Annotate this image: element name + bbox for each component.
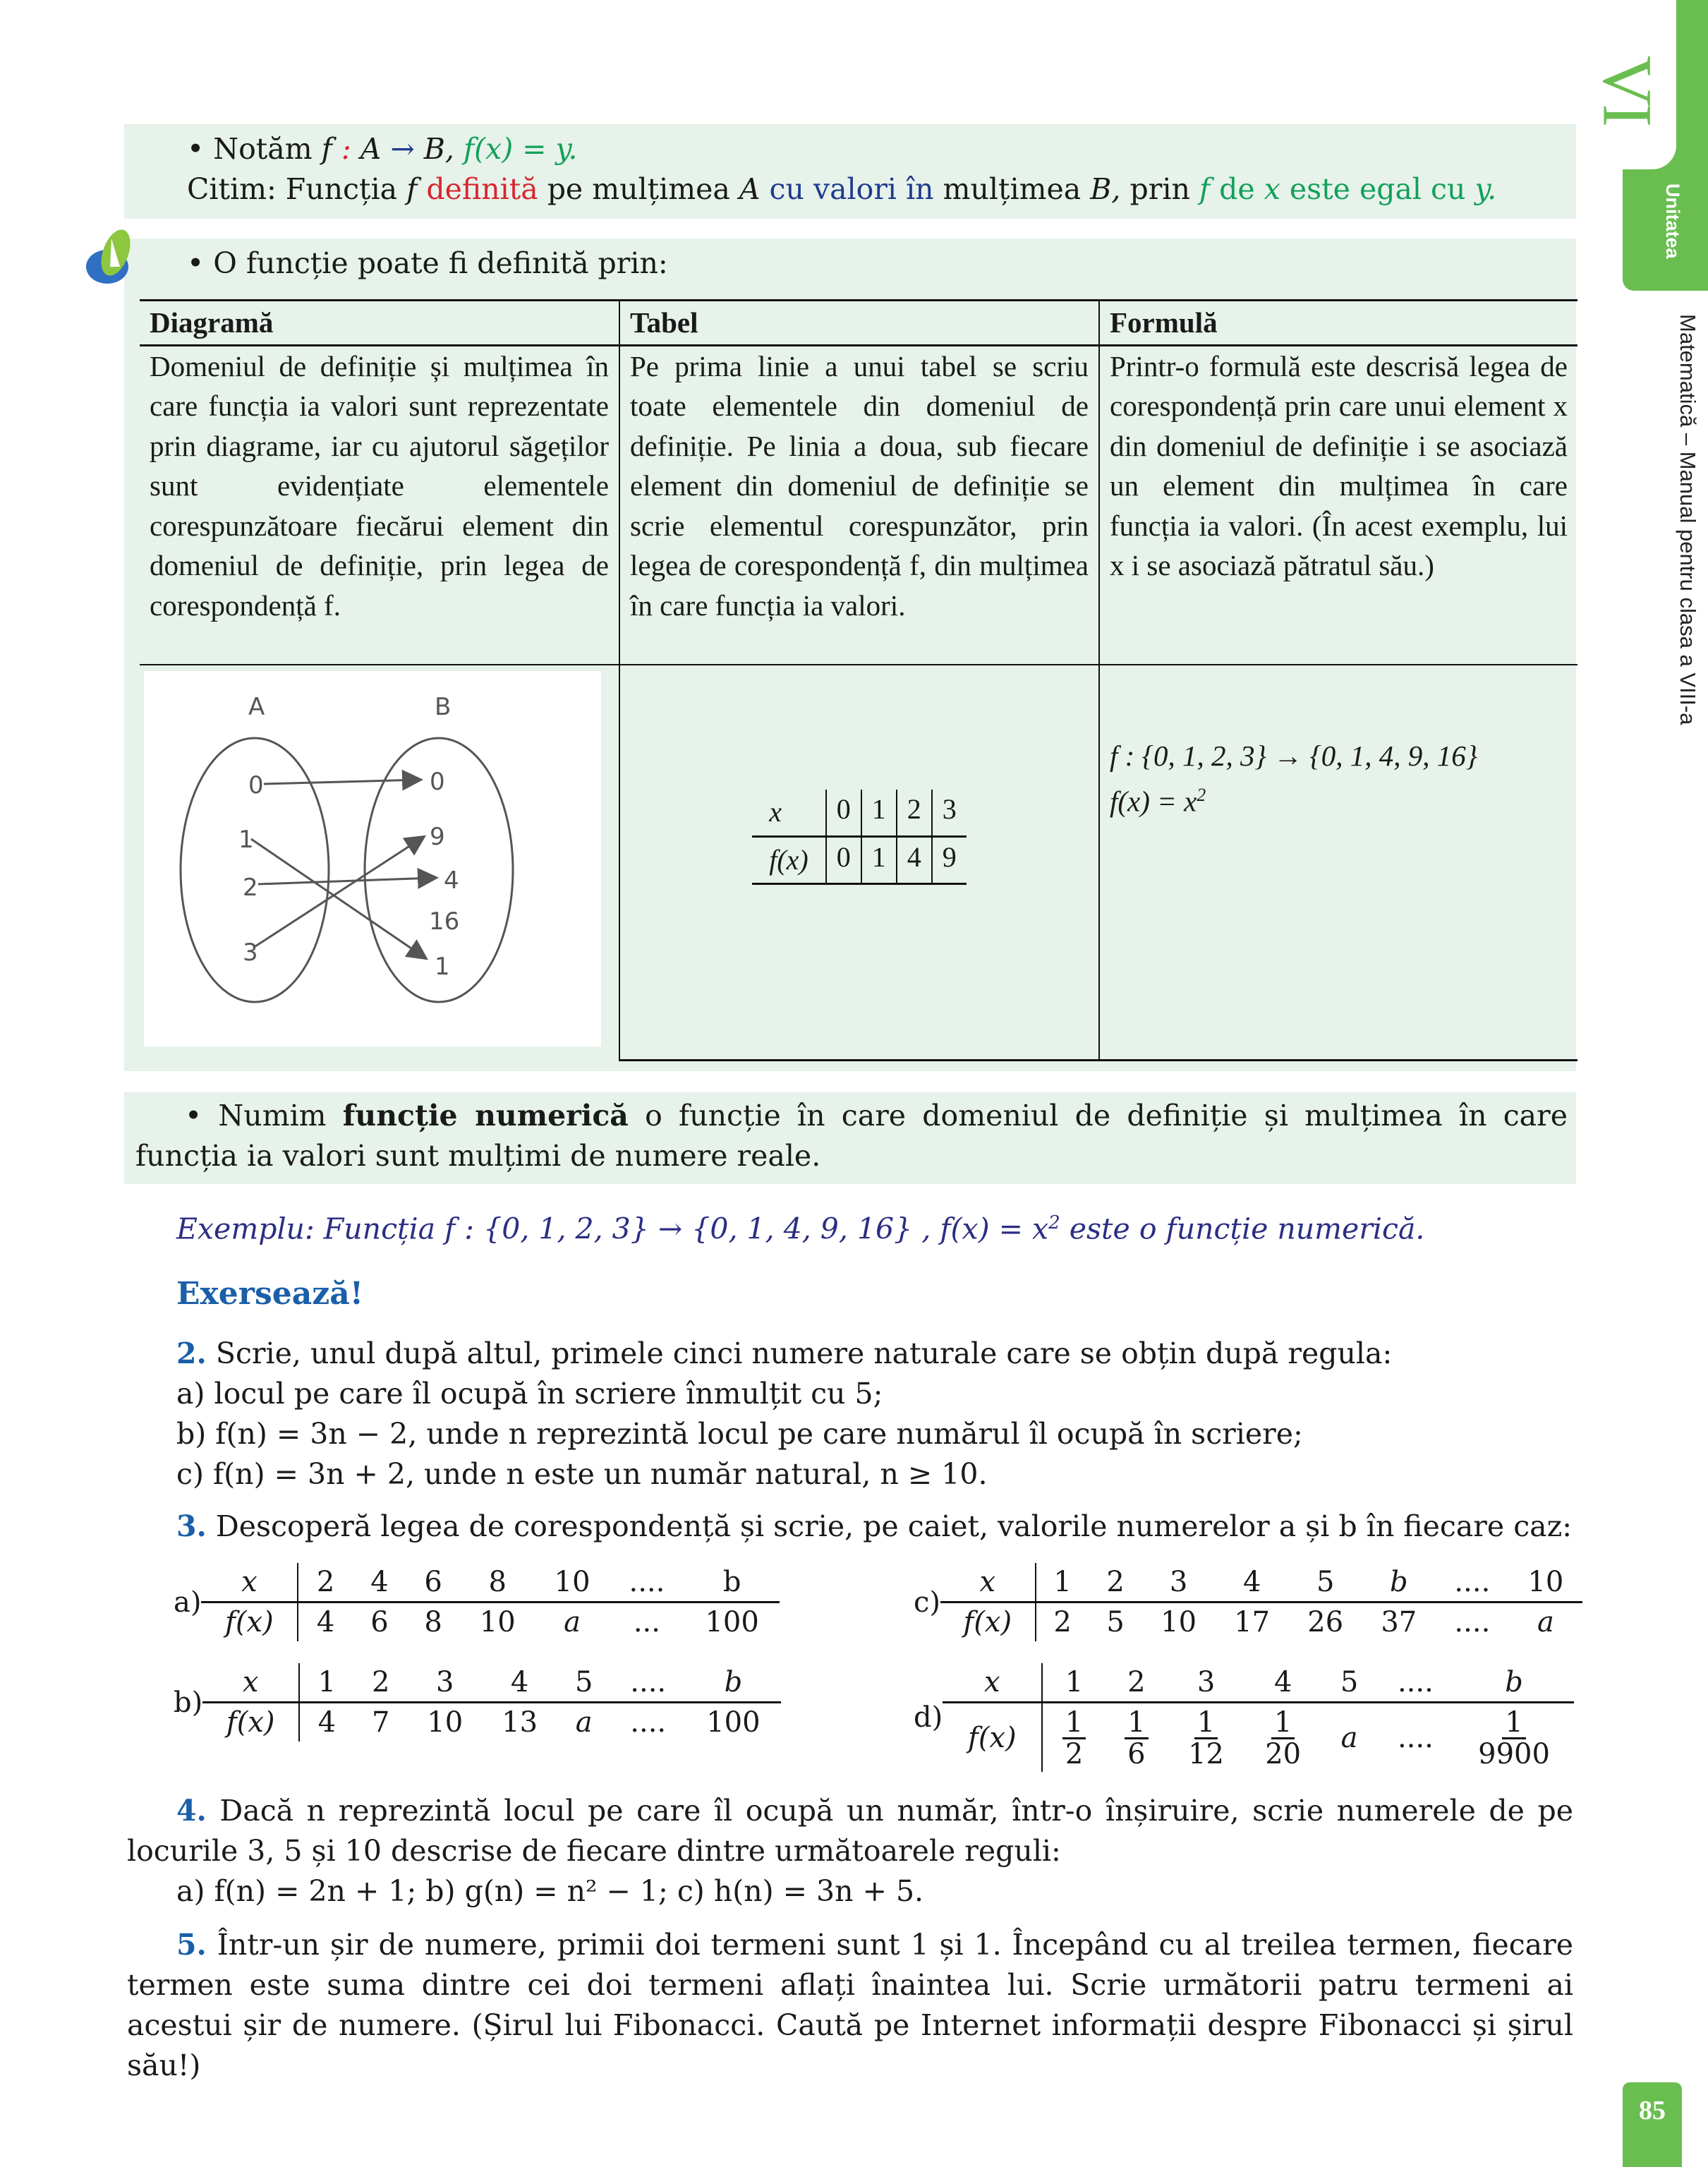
- svg-text:0: 0: [248, 771, 264, 799]
- svg-text:9: 9: [430, 822, 445, 851]
- exercises-title: Exersează!: [176, 1276, 364, 1312]
- desc-diagram: Domeniul de definiție și mulțimea în care funcția ia valori sunt reprezentate prin diagrame, iar cu ajutorul săgeților sunt evidențiate elementele corespunzătoare fiecărui element din domeniul de definiție, prin legea de corespondență f.: [150, 349, 609, 622]
- book-title: [1672, 314, 1700, 766]
- table-example: x 0 1 2 3 f(x) 0 1 4 9: [752, 790, 967, 885]
- notation-green: f(x) = y.: [463, 132, 578, 166]
- pencil-marker-icon: [83, 224, 140, 288]
- ex3-table-a: a) x 2 4 6 8 10 .... b f(x) 4 6 8 10 a ... 100: [174, 1563, 780, 1641]
- header-diagram: Diagramă: [140, 301, 619, 346]
- exercise-5: 5. Într-un șir de numere, primii doi termeni sunt 1 și 1. Începând cu al treilea termen, fiecare termen este suma dintre cei doi termeni aflați înaintea lui. Scrie următorii patru termeni ai acestui șir de numere. (Șirul lui Fibonacci. Caută pe Internet informații despre Fibonacci și șirul său!): [127, 1928, 1573, 2082]
- set-b-label: B: [435, 692, 452, 721]
- notation-prefix: • Notăm: [187, 132, 313, 166]
- formula-line-2: $f(x) = x^2$: [1110, 785, 1206, 818]
- notation-line-1: [187, 129, 577, 169]
- formula-line-1: f : {0, 1, 2, 3} → {0, 1, 4, 9, 16}: [1110, 739, 1478, 772]
- unit-roman-numeral: VI: [1621, 0, 1676, 169]
- svg-text:4: 4: [444, 866, 459, 895]
- arrow-diagram: [144, 671, 601, 1046]
- definition-table: [140, 299, 1577, 1061]
- ex3-table-d: d) x 1 2 3 4 5 .... b f(x) $\frac{1}{2}$ $\frac{1}{6}$ $\frac{1}{12}$ $\frac{1}{20}$ a .... $\frac{1}{9900}$: [914, 1663, 1574, 1772]
- book-title-text: Matematică – Manual pentru clasa a VIII-a: [1676, 314, 1700, 725]
- header-formula: Formulă: [1099, 301, 1577, 346]
- header-table: Tabel: [619, 301, 1099, 346]
- svg-text:0: 0: [430, 767, 445, 796]
- exercise-2: 2. Scrie, unul după altul, primele cinci numere naturale care se obțin după regula: a) locul pe care îl ocupă în scriere înmulțit cu 5; b) f(n) = 3n − 2, unde n reprezintă locul pe care numărul îl ocupă în scriere; c) f(n) = 3n + 2, unde n este un număr natural, n ≥ 10.: [176, 1336, 1393, 1491]
- set-a-label: A: [248, 692, 265, 721]
- notation-line-2: Citim: Funcția f definită pe mulțimea A cu valori în mulțimea B, prin f de x este egal cu y.: [187, 172, 1497, 206]
- notation-math: f : A → B,: [321, 132, 454, 166]
- ex3-table-c: c) x 1 2 3 4 5 b .... 10 f(x) 2 5 10 17 26 37 .... a: [914, 1563, 1582, 1641]
- svg-text:1: 1: [238, 825, 254, 854]
- svg-text:1: 1: [435, 952, 450, 981]
- exercise-3: 3. Descoperă legea de corespondență și scrie, pe caiet, valorile numerelor a și b în fiecare caz:: [176, 1509, 1573, 1543]
- unit-label: [1662, 183, 1686, 275]
- page-number: 85: [1623, 2082, 1682, 2167]
- svg-text:2: 2: [243, 873, 258, 902]
- desc-table: Pe prima linie a unui tabel se scriu toate elementele din domeniul de definiție. Pe linia a doua, sub fiecare element din domeniul de definiție se scrie elementul corespunzător, prin legea de corespondență f, din mulțimea în care funcția ia valori.: [619, 345, 1099, 665]
- table-example-cell: [619, 665, 1099, 1061]
- example-line: Exemplu: Funcția f : {0, 1, 2, 3} → {0, 1, 4, 9, 16} , $f(x) = x^2$ este o funcție numerică.: [176, 1212, 1425, 1246]
- unit-label-text: Unitatea: [1662, 183, 1683, 259]
- definition-intro: • O funcție poate fi definită prin:: [187, 246, 668, 280]
- exercise-4: 4. Dacă n reprezintă locul pe care îl ocupă un număr, într-o înșiruire, scrie numerele de pe locurile 3, 5 și 10 descrise de fiecare dintre următoarele reguli:: [127, 1794, 1573, 1868]
- formula-example-cell: [1099, 665, 1577, 1061]
- exercise-4-rules: a) f(n) = 2n + 1; b) g(n) = n² − 1; c) h(n) = 3n + 5.: [176, 1874, 924, 1908]
- ex3-table-b: b) x 1 2 3 4 5 .... b f(x) 4 7 10 13 a .... 100: [174, 1663, 781, 1742]
- svg-text:3: 3: [243, 938, 258, 967]
- numeric-function-definition: • Numim funcție numerică o funcție în care domeniul de definiție și mulțimea în care funcția ia valori sunt mulțimi de numere reale.: [135, 1099, 1568, 1173]
- desc-formula: Printr-o formulă este descrisă legea de corespondență prin care unui element x din domeniul de definiție i se asociază un element din mulțimea în care funcția ia valori. (În acest exemplu, lui x i se asociază pătratul său.): [1099, 345, 1577, 665]
- svg-text:16: 16: [429, 907, 460, 936]
